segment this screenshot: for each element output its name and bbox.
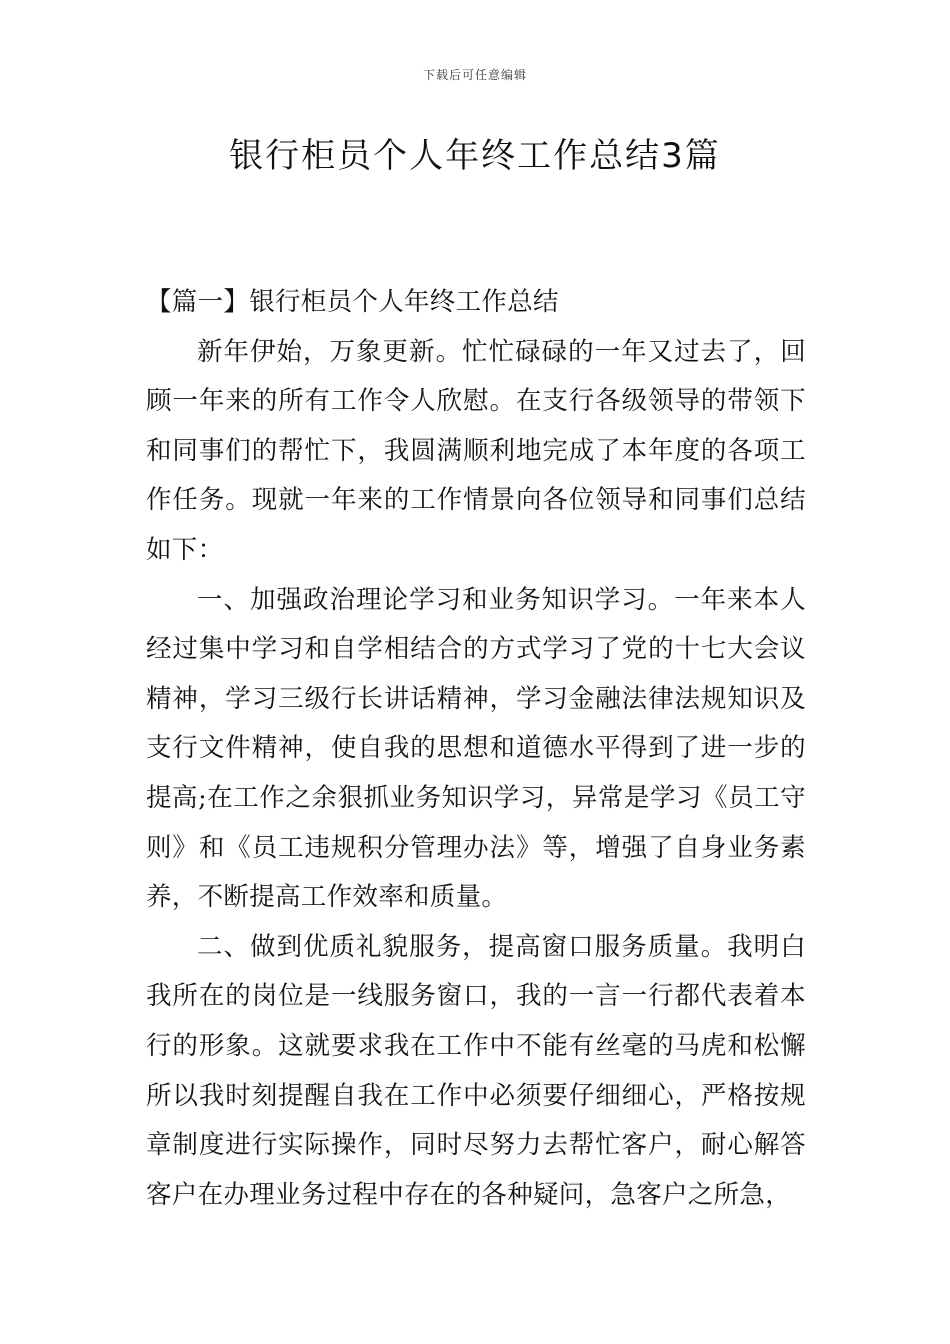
paragraph-study: 一、加强政治理论学习和业务知识学习。一年来本人经过集中学习和自学相结合的方式学习了党的十七大会议精神，学习三级行长讲话精神，学习金融法律法规知识及支行文件精神，使自我的思想和道德水平得到了进一步的提高;在工作之余狠抓业务知识学习，异常是学习《员工守则》和《员工违规积分管理办法》等，增强了自身业务素养，不断提高工作效率和质量。 <box>146 584 806 913</box>
paragraph-intro: 新年伊始，万象更新。忙忙碌碌的一年又过去了，回顾一年来的所有工作令人欣慰。在支行各级领导的带领下和同事们的帮忙下，我圆满顺利地完成了本年度的各项工作任务。现就一年来的工作情景向各位领导和同事们总结如下： <box>146 336 806 565</box>
header-note: 下载后可任意编辑 <box>422 68 527 82</box>
document-body <box>146 278 806 1220</box>
section-heading: 【篇一】银行柜员个人年终工作总结 <box>146 287 559 317</box>
document-title: 银行柜员个人年终工作总结3篇 <box>229 136 721 176</box>
paragraph-service: 二、做到优质礼貌服务，提高窗口服务质量。我明白我所在的岗位是一线服务窗口，我的一言一行都代表着本行的形象。这就要求我在工作中不能有丝毫的马虎和松懈所以我时刻提醒自我在工作中必须要仔细细心，严格按规章制度进行实际操作，同时尽努力去帮忙客户，耐心解答客户在办理业务过程中存在的各种疑问，急客户之所急， <box>146 931 806 1210</box>
